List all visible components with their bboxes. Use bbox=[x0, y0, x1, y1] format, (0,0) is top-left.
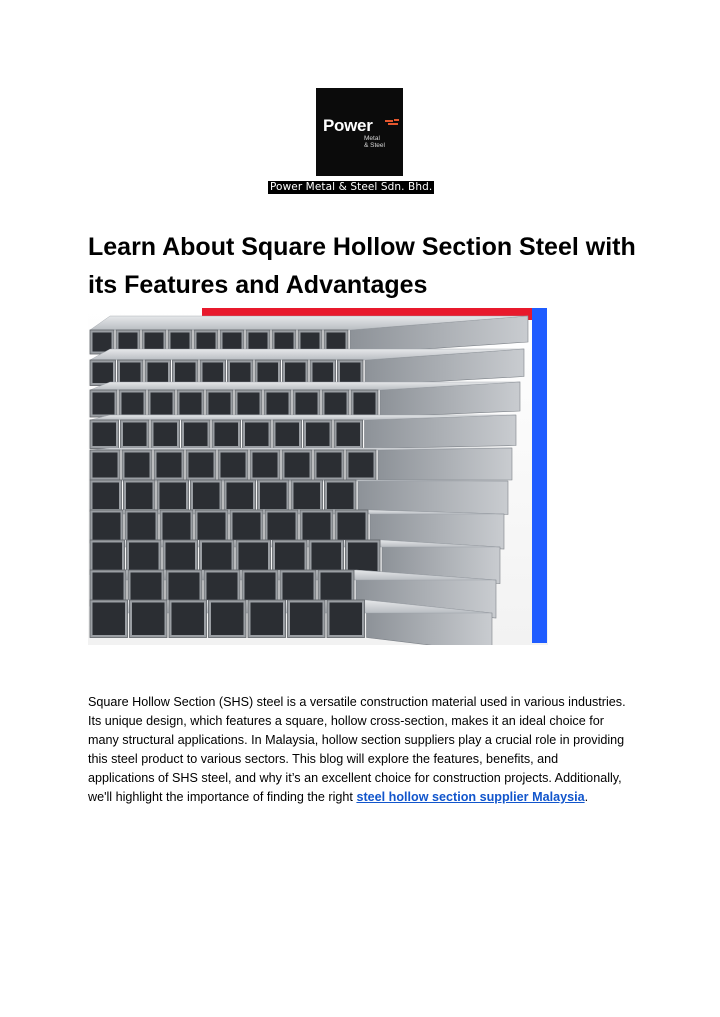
logo-subtext: Metal & Steel bbox=[364, 135, 385, 149]
company-name-caption: Power Metal & Steel Sdn. Bhd. bbox=[270, 181, 433, 193]
logo-wordmark: Power bbox=[323, 116, 373, 135]
intro-text: Square Hollow Section (SHS) steel is a versatile construction material used in various industries. Its unique design, which features a square, hollow cross-section, makes it an ideal choice for many structural applications. In Malaysia, hollow section suppliers play a crucial role in providing this steel product to various sectors. This blog will explore the features, benefits, and applications of SHS steel, and why it’s an excellent choice for construction projects. Additionally, we'll highlight the importance of finding the right bbox=[88, 695, 626, 804]
supplier-link[interactable]: steel hollow section supplier Malaysia bbox=[356, 790, 585, 804]
steel-tubes-photo bbox=[88, 308, 548, 645]
page-title: Learn About Square Hollow Section Steel with its Features and Advantages bbox=[88, 233, 636, 299]
blue-accent-bar bbox=[532, 308, 547, 643]
intro-paragraph bbox=[88, 693, 628, 807]
logo-flag-icon bbox=[384, 118, 400, 128]
company-logo bbox=[316, 88, 403, 176]
intro-trailing: . bbox=[584, 790, 589, 804]
